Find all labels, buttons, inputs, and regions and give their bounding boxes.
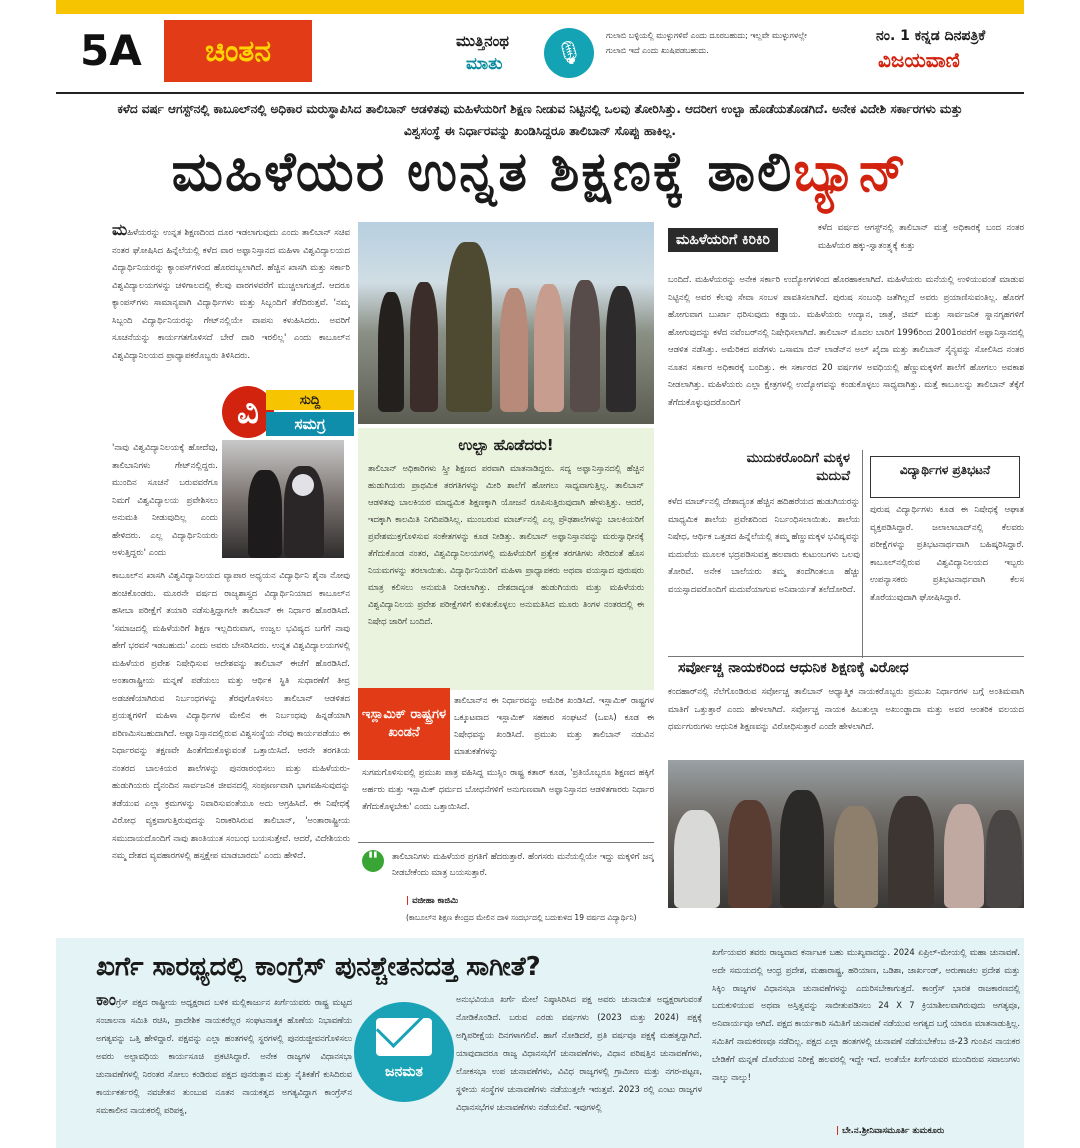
article-deck: ಕಳೆದ ವರ್ಷ ಆಗಸ್ಟ್‌ನಲ್ಲಿ ಕಾಬೂಲ್‌ನಲ್ಲಿ ಅಧಿಕಾರ ಮರುಸ್ಥಾಪಿಸಿದ ತಾಲಿಬಾನ್ ಆಡಳಿತವು ಮಹಿಳೆಯರಿಗೆ ಶಿಕ್ಷಣ ನೀಡುವ ನಿಟ್ಟಿನಲ್ಲಿ ಒಲವು ತೋರಿಸಿತ್ತು. ಆದರೀಗ ಉಲ್ಟಾ ಹೊಡೆಯತೊಡಗಿದೆ. ಅನೇಕ ವಿದೇಶಿ ಸರ್ಕಾರಗಳು ಮತ್ತು ವಿಶ್ವಸಂಸ್ಥೆ ಈ ನಿರ್ಧಾರವನ್ನು ಖಂಡಿಸಿದ್ದರೂ ತಾಲಿಬಾನ್ ಸೊಪ್ಪು ಹಾಕಿಲ್ಲ.: [117, 102, 963, 138]
quote-mark-icon: ": [362, 850, 384, 872]
signature-name: ಬೇ.ನ.ಶ್ರೀನಿವಾಸಮೂರ್ತಿ: [842, 1126, 910, 1136]
opinion-signature: | ಬೇ.ನ.ಶ್ರೀನಿವಾಸಮೂರ್ತಿ ತುಮಕೂರು: [836, 1126, 945, 1136]
child-marriage-text: ಕಳೆದ ಮಾರ್ಚ್‌ನಲ್ಲಿ ದೇಶಾದ್ಯಂತ ಹೆಚ್ಚಿನ ಹದಿಹರೆಯದ ಹುಡುಗಿಯರನ್ನು ಮಾಧ್ಯಮಿಕ ಶಾಲೆಯ ಪ್ರವೇಶದಿಂದ ನಿರ್ಬಂಧಿಸಲಾಯಿತು. ಶಾಲೆಯ ನಿಷೇಧ, ಆರ್ಥಿಕ ಒತ್ತಡದ ಹಿನ್ನೆಲೆಯಲ್ಲಿ ತಮ್ಮ ಹೆಣ್ಣುಮಕ್ಕಳ ಭವಿಷ್ಯವನ್ನು ಮದುವೆಯ ಮೂಲಕ ಭದ್ರಪಡಿಸುವತ್ತ ಹಲವಾರು ಕುಟುಂಬಗಳು ಒಲವು ತೋರಿವೆ. ಅನೇಕ ಬಾಲೆಯರು ತಮ್ಮ ತಂದೆಗಿಂತಲೂ ಹೆಚ್ಚು ವಯಸ್ಸಾದವರೊಂದಿಗೆ ಮದುವೆಯಾಗುವ ಅನಿವಾರ್ಯತೆ ತಲೆದೋರಿದೆ.: [668, 497, 860, 595]
box-title: ಉಲ್ಟಾ ಹೊಡೆದರು!: [458, 436, 554, 454]
supreme-leader-title: ಸರ್ವೋಚ್ಚ ನಾಯಕರಿಂದ ಆಧುನಿಕ ಶಿಕ್ಷಣಕ್ಕೆ ವಿರೋಧ: [678, 660, 909, 676]
info-box-reversal: [358, 428, 654, 690]
masthead-tagline: ನಂ. 1 ಕನ್ನಡ ದಿನಪತ್ರಿಕೆ: [876, 28, 986, 44]
student-protest-text: ಪುರುಷ ವಿದ್ಯಾರ್ಥಿಗಳು ಕೂಡ ಈ ನಿಷೇಧಕ್ಕೆ ಆಘಾತ ವ್ಯಕ್ತಪಡಿಸಿದ್ದಾರೆ. ಜಲಾಲಾಬಾದ್‌ನಲ್ಲಿ ಕೆಲವರು ಪರೀಕ್ಷೆಗಳನ್ನು ಪ್ರತಿಭಟನಾರ್ಥವಾಗಿ ಬಹಿಷ್ಕರಿಸಿದ್ದಾರೆ. ಕಾಬೂಲ್‌ನಲ್ಲಿರುವ ವಿಶ್ವವಿದ್ಯಾನಿಲಯದ ಇಬ್ಬರು ಉಪನ್ಯಾಸಕರು ಪ್ರತಿಭಟನಾರ್ಥವಾಗಿ ಕೆಲಸ ತೊರೆಯುವುದಾಗಿ ಘೋಷಿಸಿದ್ದಾರೆ.: [870, 505, 1024, 603]
vi-logo-bottom: ಸಮಗ್ರ: [266, 412, 354, 436]
page-header: [56, 14, 1024, 92]
microphone-icon: 🎙: [544, 28, 594, 78]
quote-column-title: ಮುತ್ತಿನಂಥ: [456, 32, 509, 50]
opinion-column-3: ಖರ್ಗೆಯವರ ತವರು ರಾಜ್ಯವಾದ ಕರ್ನಾಟಕ ಬಹು ಮುಖ್ಯವಾದದ್ದು. 2024 ಏಪ್ರಿಲ್-ಮೇಯಲ್ಲಿ ಮಹಾ ಚುನಾವಣೆ. ಅದೇ ಸಮಯದಲ್ಲಿ ಆಂಧ್ರ ಪ್ರದೇಶ, ಮಹಾರಾಷ್ಟ್ರ, ಹರಿಯಾಣ, ಒಡಿಶಾ, ಜಾರ್ಖಂಡ್, ಅರುಣಾಚಲ ಪ್ರದೇಶ ಮತ್ತು ಸಿಕ್ಕಿಂ ರಾಜ್ಯಗಳ ವಿಧಾನಸಭಾ ಚುನಾವಣೆಗಳನ್ನು ಎದುರಿಸಬೇಕಾಗುತ್ತದೆ. ಕಾಂಗ್ರೆಸ್ ಭಾರತ ರಾಜಕಾರಣದಲ್ಲಿ ಬದುಕುಳಿಯುವ ಅಥವಾ ಅಸ್ತಿತ್ವವನ್ನು ಸಾಬೀತುಪಡಿಸಲು 24 X 7 ಕ್ರಿಯಾಶೀಲವಾಗಿರುವುದು ಅಗತ್ಯವೂ, ಅನಿವಾರ್ಯವೂ ಆಗಿದೆ. ಪಕ್ಷದ ಕಾರ್ಯಕಾರಿ ಸಮಿತಿಗೆ ಚುನಾವಣೆ ನಡೆಯುವ ಅಗತ್ಯದ ಬಗ್ಗೆ ಯಾರೂ ಮಾತನಾಡುತ್ತಿಲ್ಲ. ಸಮಿತಿಗೆ ನಾಮಕರಣವೂ ನಡೆದಿಲ್ಲ. ಪಕ್ಷದ ಎಲ್ಲಾ ಹಂತಗಳಲ್ಲಿ ಚುನಾವಣೆ ನಡೆಯಬೇಕೆಂಬ ಜಿ-23 ಗುಂಪಿನ ನಾಯಕರ ಬೇಡಿಕೆಗೆ ಮನ್ನಣೆ ದೊರೆಯುವ ನಿರೀಕ್ಷೆ ಹಲವರಲ್ಲಿ ಇದ್ದೇ ಇದೆ. ಅಂತೆಯೇ ಖರ್ಗೆಯವರ ಮುಂದಿರುವ ಸವಾಲುಗಳು ನಾಲ್ಕು ನಾಲ್ಕು!: [712, 947, 1020, 1082]
quote-author-name: ವಜೀಹಾ ಕಾಜಿಮಿ: [412, 896, 459, 906]
women-harassment-tag: ಮಹಿಳೆಯರಿಗೆ ಕಿರಿಕಿರಿ: [668, 228, 778, 252]
header-divider: [56, 92, 1024, 94]
opinion-dropcap: ಕಾಂ: [96, 990, 116, 1009]
opinion-headline: ಖರ್ಗೆ ಸಾರಥ್ಯದಲ್ಲಿ ಕಾಂಗ್ರೆಸ್ ಪುನಶ್ಚೇತನದತ್ತ ಸಾಗೀತೆ?: [96, 952, 541, 982]
pull-quote: [358, 848, 658, 930]
section-tag: ಚಿಂತನ: [164, 20, 312, 82]
vi-news-logo: [222, 386, 356, 438]
protest-photo: [358, 222, 654, 424]
headline-part-1: ಮಹಿಳೆಯರ ಉನ್ನತ ಶಿಕ್ಷಣಕ್ಕೆ ತಾಲಿ: [171, 140, 794, 203]
quote-column-subtitle: ಮಾತು: [466, 54, 503, 74]
page-number: 5A: [80, 26, 142, 75]
supreme-leader-text: ಕಂದಹಾರ್‌ನಲ್ಲಿ ನೆಲೆಗೊಂಡಿರುವ ಸರ್ವೋಚ್ಚ ತಾಲಿಬಾನ್ ಆಧ್ಯಾತ್ಮಿಕ ನಾಯಕರೊಬ್ಬರು ಪ್ರಮುಖ ನಿರ್ಧಾರಗಳ ಬಗ್ಗೆ ಅಂತಿಮವಾಗಿ ಮಾತಿಗೆ ಒತ್ತುತ್ತಾರೆ ಎಂದು ಹೇಳಲಾಗಿದೆ. ಸರ್ವೋಚ್ಚ ನಾಯಕ ಹಿಬತುಲ್ಲಾ ಅಖುಂಡ್ಜಾದಾ ಮತ್ತು ಅವರ ಆಂತರಿಕ ವಲಯದ ಧರ್ಮಗುರುಗಳು ಆಧುನಿಕ ಶಿಕ್ಷಣವನ್ನು ವಿರೋಧಿಸುತ್ತಾರೆ ಎಂದೇ ಹೇಳಲಾಗಿದೆ.: [668, 687, 1024, 732]
article-column-1-text: ಹಿಳೆಯರನ್ನು ಉನ್ನತ ಶಿಕ್ಷಣದಿಂದ ದೂರ ಇಡಲಾಗುವುದು ಎಂದು ತಾಲಿಬಾನ್ ಸಚಿವ ನಂತರ ಘೋಷಿಸಿದ ಹಿನ್ನೆಲೆಯಲ್ಲಿ ಕಳೆದ ವಾರ ಅಫ್ಘಾನಿಸ್ತಾನದ ಮಹಿಳಾ ವಿಶ್ವವಿದ್ಯಾಲಯದ ವಿದ್ಯಾರ್ಥಿನಿಯರನ್ನು ಕ್ಯಾಂಪಸ್‌ಗಳಿಂದ ಹೊರದಬ್ಬಲಾಗಿದೆ. ಹೆಚ್ಚಿನ ಖಾಸಗಿ ಮತ್ತು ಸರ್ಕಾರಿ ವಿಶ್ವವಿದ್ಯಾಲಯಗಳನ್ನು ಚಳಿಗಾಲದಲ್ಲಿ ಕೆಲವು ವಾರಗಳವರೆಗೆ ಮುಚ್ಚಲಾಗುತ್ತದೆ. ಆದರೂ ಕ್ಯಾಂಪಸ್‌ಗಳು ಸಾಮಾನ್ಯವಾಗಿ ವಿದ್ಯಾರ್ಥಿಗಳು ಮತ್ತು ಸಿಬ್ಬಂದಿಗೆ ತೆರೆದಿರುತ್ತವೆ. 'ನಮ್ಮ ಸಿಬ್ಬಂದಿ ವಿದ್ಯಾರ್ಥಿನಿಯರನ್ನು ಗೇಟ್‌ನಲ್ಲಿಯೇ ವಾಪಸು ಕಳುಹಿಸಿದರು. ಅವರಿಗೆ ಸೂಚನೆಯನ್ನು ಕಾರ್ಯಗತಗೊಳಿಸದೆ ಬೇರೆ ದಾರಿ ಇರಲಿಲ್ಲ' ಎಂದು ಕಾಬೂಲ್‌ನ ವಿಶ್ವವಿದ್ಯಾನಿಲಯದ ಪ್ರಾಧ್ಯಾಪಕರೊಬ್ಬರು ತಿಳಿಸಿದರು.: [112, 228, 350, 361]
quote-text: ತಾಲಿಬಾನಿಗಳು ಮಹಿಳೆಯರ ಪ್ರಗತಿಗೆ ಹೆದರುತ್ತಾರೆ. ಹೆಂಗಸರು ಮನೆಯಲ್ಲಿಯೇ ಇದ್ದು ಮಕ್ಕಳಿಗೆ ಜನ್ಮ ನೀಡಬೇಕೆಂದು ಮಾತ್ರ ಬಯಸುತ್ತಾರೆ.: [392, 851, 654, 877]
article-column-1: [112, 220, 350, 388]
box-text: ತಾಲಿಬಾನ್ ಅಧಿಕಾರಿಗಳು ಸ್ತ್ರೀ ಶಿಕ್ಷಣದ ಪರವಾಗಿ ಮಾತನಾಡಿದ್ದರು. ಸದ್ಯ ಅಫ್ಘಾನಿಸ್ತಾನದಲ್ಲಿ ಹೆಚ್ಚಿನ ಹುಡುಗಿಯರು ಪ್ರಾಥಮಿಕ ತರಗತಿಗಳನ್ನು ಮೀರಿ ಶಾಲೆಗೆ ಹೋಗಲು ಸಾಧ್ಯವಾಗುತ್ತಿಲ್ಲ. ತಾಲಿಬಾನ್ ಆಡಳಿತವು ಬಾಲಕಿಯರ ಮಾಧ್ಯಮಿಕ ಶಿಕ್ಷಣಕ್ಕಾಗಿ ಯೋಜನೆ ರೂಪಿಸುತ್ತಿರುವುದಾಗಿ ಹೇಳುತ್ತಿತ್ತು. ಆದರೆ, ಇದಕ್ಕಾಗಿ ಕಾಲಮಿತಿ ನಿಗದಿಪಡಿಸಿಲ್ಲ. ಮುಂಬರುವ ಮಾರ್ಚ್‌ನಲ್ಲಿ ಎಲ್ಲ ಪ್ರೌಢಶಾಲೆಗಳನ್ನು ಬಾಲಕಿಯರಿಗೆ ಪ್ರವೇಶಮುಕ್ತಗೊಳಿಸುವ ಸಂಕೇತಗಳನ್ನು ಕೂಡ ನೀಡಿತ್ತು. ತಾಲಿಬಾನ್ ಅಫ್ಘಾನಿಸ್ತಾನವನ್ನು ಮರುಸ್ವಾಧೀನಕ್ಕೆ ತೆಗೆದುಕೊಂಡ ನಂತರ, ವಿಶ್ವವಿದ್ಯಾನಿಲಯಗಳಲ್ಲಿ ಮಹಿಳೆಯರಿಗೆ ಪ್ರತ್ಯೇಕ ತರಗತಿಗಳು ಸೇರಿದಂತೆ ಹೊಸ ನಿಯಮಗಳನ್ನು ತರಲಾಯಿತು. ವಿದ್ಯಾರ್ಥಿನಿಯರಿಗೆ ಮಹಿಳಾ ಪ್ರಾಧ್ಯಾಪಕರು ಅಥವಾ ವಯಸ್ಸಾದ ಪುರುಷರು ಮಾತ್ರ ಕಲಿಸಲು ಅನುಮತಿ ನೀಡಲಾಗಿತ್ತು. ದೇಶದಾದ್ಯಂತ ಹುಡುಗಿಯರು ಮತ್ತು ಮಹಿಳೆಯರು ವಿಶ್ವವಿದ್ಯಾನಿಲಯ ಪ್ರವೇಶ ಪರೀಕ್ಷೆಗಳಿಗೆ ಕುಳಿತುಕೊಳ್ಳಲು ಅನುಮತಿಸಿದ ಮೂರು ತಿಂಗಳ ನಂತರದಲ್ಲಿ ಈ ನಿಷೇಧ ಜಾರಿಗೆ ಬಂದಿದೆ.: [368, 463, 644, 626]
quote-author: | ವಜೀಹಾ ಕಾಜಿಮಿ: [406, 896, 459, 906]
child-marriage-title: ಮುದುಕರೊಂದಿಗೆ ಮಕ್ಕಳ ಮದುವೆ: [746, 451, 850, 484]
women-harassment-text: ಬಂದಿದೆ. ಮಹಿಳೆಯರನ್ನು ಅನೇಕ ಸರ್ಕಾರಿ ಉದ್ಯೋಗಗಳಿಂದ ಹೊರಹಾಕಲಾಗಿದೆ. ಮಹಿಳೆಯರು ಮನೆಯಲ್ಲಿ ಉಳಿಯುವಂತೆ ಮಾಡುವ ನಿಟ್ಟಿನಲ್ಲಿ ಅವರ ಕೆಲವು ಸೇವಾ ಸಂಬಳ ಪಾವತಿಸಲಾಗಿದೆ. ಪುರುಷ ಸಂಬಂಧಿ ಜತೆಗಿಲ್ಲದೆ ಅವರು ಪ್ರಯಾಣಿಸುವಂತಿಲ್ಲ. ಹೊರಗೆ ಹೋಗುವಾಗ ಬುರ್ಖಾ ಧರಿಸುವುದು ಕಡ್ಡಾಯ. ಮಹಿಳೆಯರು ಉದ್ಯಾನ, ಜಾತ್ರೆ, ಜಿಮ್ ಮತ್ತು ಸಾರ್ವಜನಿಕ ಸ್ನಾನಗೃಹಗಳಿಗೆ ಹೋಗುವುದನ್ನು ಕಳೆದ ನವೆಂಬರ್‌ನಲ್ಲಿ ನಿಷೇಧಿಸಲಾಗಿದೆ. ತಾಲಿಬಾನ್ ಮೊದಲ ಬಾರಿಗೆ 1996ರಿಂದ 2001ರವರೆಗೆ ಅಫ್ಘಾನಿಸ್ತಾನದಲ್ಲಿ ಆಡಳಿತ ನಡೆಸಿತ್ತು. ಅಮೆರಿಕದ ಪಡೆಗಳು ಒಸಾಮಾ ಬಿನ್ ಲಾಡೆನ್‌ನ ಅಲ್ ಖೈದಾ ಮತ್ತು ತಾಲಿಬಾನ್ ಸೈನ್ಯವನ್ನು ಸೋಲಿಸಿದ ನಂತರ ನೂತನ ಸರ್ಕಾರ ಅಧಿಕಾರಕ್ಕೆ ಬಂದಿತ್ತು. ಈ ಸರ್ಕಾರದ 20 ವರ್ಷಗಳ ಅವಧಿಯಲ್ಲಿ ಹೆಣ್ಣುಮಕ್ಕಳಿಗೆ ಶಾಲೆಗೆ ಹೋಗಲು ಅವಕಾಶ ನೀಡಲಾಗಿತ್ತು. ಮಹಿಳೆಯರು ಎಲ್ಲಾ ಕ್ಷೇತ್ರಗಳಲ್ಲಿ ಉದ್ಯೋಗವನ್ನು ಕಂಡುಕೊಳ್ಳಲು ಸಾಧ್ಯವಾಗಿತ್ತು. ಮತ್ತೆ ಕಾಬೂಲನ್ನು ತಾಲಿಬಾನ್ ತೆಕ್ಕೆಗೆ ತೆಗೆದುಕೊಳ್ಳುವುದರೊಂದಿಗೆ: [668, 275, 1024, 408]
signature-place: ತುಮಕೂರು: [912, 1126, 945, 1136]
headline-part-2: ಬ್ಯಾನ್: [793, 140, 909, 203]
opinion-column-1-text: ಗ್ರೆಸ್ ಪಕ್ಷದ ರಾಷ್ಟ್ರೀಯ ಅಧ್ಯಕ್ಷರಾದ ಬಳಿಕ ಮಲ್ಲಿಕಾರ್ಜುನ ಖರ್ಗೆಯವರು ರಾಷ್ಟ್ರ ಮಟ್ಟದ ಸಂಚಾಲನಾ ಸಮಿತಿ ರಚಿಸಿ, ಪ್ರಾದೇಶಿಕ ನಾಯಕರೆಲ್ಲರ ಸಂಘಟನಾತ್ಮಕ ಹೊಣೆಯ ನಿಭಾವಣೆಯ ಅಗತ್ಯವನ್ನು ಒತ್ತಿ ಹೇಳಿದ್ದಾರೆ. ಪಕ್ಷವನ್ನು ಎಲ್ಲಾ ಹಂತಗಳಲ್ಲಿ ಸ್ಥರಗಳಲ್ಲಿ ಪುನರುಜ್ಜೀವನಗೊಳಿಸಲು ಅವರು ಅಲ್ಪಾವಧಿಯ ಕಾರ್ಯಸೂಚಿ ಪ್ರಕಟಿಸಿದ್ದಾರೆ. ಅನೇಕ ರಾಜ್ಯಗಳ ವಿಧಾನಸಭಾ ಚುನಾವಣೆಗಳಲ್ಲಿ ನಿರಂತರ ಸೋಲು ಕಂಡಿರುವ ಪಕ್ಷದ ಪುನರುತ್ಥಾನ ಮತ್ತು ನೈತಿಕತೆಗೆ ಕುಸಿದಿರುವ ಕಾರ್ಯಕರ್ತರಲ್ಲಿ ನವಚೇತನ ತುಂಬುವ ನೂತನ ನಾಯಕತ್ವದ ಅಗತ್ಯವಿದ್ದಾಗ ಕಾಂಗ್ರೆಸ್‌ನ ಸಮಕಾಲೀನ ನಾಯಕರಲ್ಲಿ ಪರಿಪಕ್ವ,: [96, 997, 352, 1115]
main-headline: [60, 140, 1020, 204]
taliban-crowd-photo: [668, 760, 1024, 908]
dropcap: ಮ: [112, 220, 128, 239]
top-color-bar: [56, 0, 1024, 14]
vi-logo-top: ಸುದ್ದಿ: [266, 390, 354, 410]
women-harassment-intro: ಕಳೆದ ವರ್ಷದ ಆಗಸ್ಟ್‌ನಲ್ಲಿ ತಾಲಿಬಾನ್ ಮತ್ತೆ ಅಧಿಕಾರಕ್ಕೆ ಬಂದ ನಂತರ ಮಹಿಳೆಯರ ಹಕ್ಕು-ಸ್ವಾತಂತ್ರ್ಯಕ್ಕೆ ಕುತ್ತು: [818, 223, 1024, 251]
islamic-nations-text: ತಾಲಿಬಾನ್‌ನ ಈ ನಿರ್ಧಾರವನ್ನು ಅಮೆರಿಕ ಖಂಡಿಸಿದೆ. ಇಸ್ಲಾಮಿಕ್ ರಾಷ್ಟ್ರಗಳ ಒಕ್ಕೂಟವಾದ ಇಸ್ಲಾಮಿಕ್ ಸಹಕಾರ ಸಂಘಟನೆ (ಒಐಸಿ) ಕೂಡ ಈ ನಿಷೇಧವನ್ನು ಖಂಡಿಸಿದೆ. ಪ್ರಮುಖ ಮತ್ತು ತಾಲಿಬಾನ್ ನಡುವಿನ ಮಾತುಕತೆಗಳನ್ನು: [454, 695, 654, 756]
divider: [862, 450, 863, 658]
opinion-column-1: [96, 990, 352, 1134]
janamata-badge: [354, 1002, 454, 1102]
article-column-1-narrow: 'ನಾವು ವಿಶ್ವವಿದ್ಯಾನಿಲಯಕ್ಕೆ ಹೋದೆವು, ತಾಲಿಬಾನಿಗಳು ಗೇಟ್‌ನಲ್ಲಿದ್ದರು. ಮುಂದಿನ ಸೂಚನೆ ಬರುವವರೆಗೂ ನಿಮಗೆ ವಿಶ್ವವಿದ್ಯಾಲಯ ಪ್ರವೇಶಿಸಲು ಅನುಮತಿ ನೀಡುವುದಿಲ್ಲ ಎಂದು ಹೇಳಿದರು. ಎಲ್ಲ ವಿದ್ಯಾರ್ಥಿನಿಯರು ಅಳುತ್ತಿದ್ದರು' ಎಂದು: [112, 443, 218, 558]
article-column-1-continued: ಕಾಬೂಲ್‌ನ ಖಾಸಗಿ ವಿಶ್ವವಿದ್ಯಾನಿಲಯದ ವ್ಯಾಪಾರ ಅಧ್ಯಯನ ವಿದ್ಯಾರ್ಥಿನಿ ಶೈನಾ ನೋವು ಹಂಚಿಕೊಂಡರು. ಮೂರನೇ ವರ್ಷದ ರಾಜ್ಯಶಾಸ್ತ್ರದ ವಿದ್ಯಾರ್ಥಿನಿಯಾದ ಕಾಬೂಲ್‌ನ ಹಸೀಬಾ ಪರೀಕ್ಷೆಗೆ ತಯಾರಿ ನಡೆಸುತ್ತಿದ್ದಾಗಲೇ ತಾಲಿಬಾನ್ ಈ ನಿರ್ಧಾರ ಹೊರಡಿಸಿದೆ. 'ಸಮಾಜದಲ್ಲಿ ಮಹಿಳೆಯರಿಗೆ ಶಿಕ್ಷಣ ಇಲ್ಲದಿರುವಾಗ, ಉಜ್ವಲ ಭವಿಷ್ಯದ ಬಗೆಗೆ ನಾವು ಹೇಗೆ ಭರವಸೆ ಇಡಬಹುದು' ಎಂದು ಅವರು ಬೇಸರಿಸಿದರು. ಉನ್ನತ ವಿಶ್ವವಿದ್ಯಾಲಯಗಳಲ್ಲಿ ಮಹಿಳೆಯರ ಪ್ರವೇಶ ನಿಷೇಧಿಸುವ ಆದೇಶವನ್ನು ತಾಲಿಬಾನ್ ಈಚೆಗೆ ಹೊರಡಿಸಿದೆ. ಅಂತಾರಾಷ್ಟ್ರೀಯ ಮನ್ನಣೆ ಪಡೆಯಲು ಮತ್ತು ಆರ್ಥಿಕ ಸ್ಥಿತಿ ಸುಧಾರಣೆಗೆ ತೀವ್ರ ಅಡಚಣೆಯಾಗಿರುವ ನಿರ್ಬಂಧಗಳನ್ನು ತೆರವುಗೊಳಿಸಲು ತಾಲಿಬಾನ್ ಆಡಳಿತದ ಪ್ರಯತ್ನಗಳಿಗೆ ಮಹಿಳಾ ವಿದ್ಯಾರ್ಥಿಗಳ ಮೇಲಿನ ಈ ನಿರ್ಬಂಧವು ಹಿನ್ನಡೆಯಾಗಿ ಪರಿಣಮಿಸಬಹುದಾಗಿದೆ. ಅಫ್ಘಾನಿಸ್ತಾನದಲ್ಲಿರುವ ವಿಶ್ವಸಂಸ್ಥೆಯ ನೆರವು ಕಾರ್ಯಪಡೆಯು ಈ ನಿರ್ಧಾರವನ್ನು ತಕ್ಷಣವೇ ಹಿಂತೆಗೆದುಕೊಳ್ಳುವಂತೆ ಒತ್ತಾಯಿಸಿದೆ. ಆರನೇ ತರಗತಿಯ ನಂತರದ ಬಾಲಕಿಯರ ಶಾಲೆಗಳನ್ನು ಪುನರಾರಂಭಿಸಲು ಮತ್ತು ಮಹಿಳೆಯರು- ಹುಡುಗಿಯರು ದೈನಂದಿನ ಸಾರ್ವಜನಿಕ ಜೀವನದಲ್ಲಿ ಸಂಪೂರ್ಣವಾಗಿ ಭಾಗವಹಿಸುವುದನ್ನು ತಡೆಯುವ ಎಲ್ಲಾ ಕ್ರಮಗಳನ್ನು ನಿವಾರಿಸುವಂತೆಯೂ ಅದು ಆಗ್ರಹಿಸಿದೆ. ಈ ನಿಷೇಧಕ್ಕೆ ವಿರೋಧ ವ್ಯಕ್ತವಾಗುತ್ತಿರುವುದನ್ನು ನಿರಾಕರಿಸಿರುವ ತಾಲಿಬಾನ್, 'ಅಂತಾರಾಷ್ಟ್ರೀಯ ಸಮುದಾಯದೊಂದಿಗೆ ನಾವು ಶಾಂತಿಯುತ ಸಂಬಂಧ ಬಯಸುತ್ತೇವೆ. ಆದರೆ, ವಿದೇಶಿಯರು ನಮ್ಮ ದೇಶದ ವ್ಯವಹಾರಗಳಲ್ಲಿ ಹಸ್ತಕ್ಷೇಪ ಮಾಡಬಾರದು' ಎಂದು ಹೇಳಿದೆ.: [112, 571, 350, 861]
students-photo: [222, 440, 344, 558]
masthead-logo: ವಿಜಯವಾಣಿ: [878, 48, 960, 72]
janamata-label: ಜನಮತ: [385, 1064, 423, 1080]
vi-logo-letter: ವಿ: [222, 386, 274, 438]
islamic-nations-text-full: ಸುಗಮಗೊಳಿಸುವಲ್ಲಿ ಪ್ರಮುಖ ಪಾತ್ರ ವಹಿಸಿದ್ದ ಮುಸ್ಲಿಂ ರಾಷ್ಟ್ರ ಕತಾರ್ ಕೂಡ, 'ಪ್ರತಿಯೊಬ್ಬರೂ ಶಿಕ್ಷಣದ ಹಕ್ಕಿಗೆ ಅರ್ಹರು ಮತ್ತು ಇಸ್ಲಾಮಿಕ್ ಧರ್ಮದ ಬೋಧನೆಗಳಿಗೆ ಅನುಗುಣವಾಗಿ ಅಫ್ಘಾನಿಸ್ತಾನದ ಆಡಳಿತಗಾರರು ನಿರ್ಧಾರ ತೆಗೆದುಕೊಳ್ಳಬೇಕು' ಎಂದು ಒತ್ತಾಯಿಸಿದೆ.: [362, 767, 654, 811]
quote-author-note: (ಕಾಬೂಲ್‌ನ ಶಿಕ್ಷಣ ಕೇಂದ್ರದ ಮೇಲಿನ ದಾಳಿ ಸಂದರ್ಭದಲ್ಲಿ ಬದುಕುಳಿದ 19 ವರ್ಷದ ವಿದ್ಯಾರ್ಥಿನಿ): [406, 913, 637, 922]
islamic-nations-tag: ಇಸ್ಲಾಮಿಕ್ ರಾಷ್ಟ್ರಗಳ ಖಂಡನೆ: [358, 688, 450, 760]
opinion-column-2: ಅನುಭವಿಯೂ ಖರ್ಗೆ ಮೇಲೆ ನಿಷ್ಠಾಸಿರಿಸಿದ ಪಕ್ಷ ಅವರು ಚುನಾಯಿತ ಅಧ್ಯಕ್ಷರಾಗುವಂತೆ ನೋಡಿಕೊಂಡಿದೆ. ಬರುವ ಎರಡು ವರ್ಷಗಳು (2023 ಮತ್ತು 2024) ಪಕ್ಷಕ್ಕೆ ಅಗ್ನಿಪರೀಕ್ಷೆಯ ದಿನಗಳಾಗಲಿವೆ. ಹಾಗೆ ನೋಡಿದರೆ, ಪ್ರತಿ ವರ್ಷವೂ ಪಕ್ಷಕ್ಕೆ ಮಹತ್ವದ್ದಾಗಿದೆ. ಯಾವುದಾದರೂ ರಾಜ್ಯ ವಿಧಾನಸಭೆಗೆ ಚುನಾವಣೆಗಳು, ವಿಧಾನ ಪರಿಷತ್ತಿನ ಚುನಾವಣೆಗಳು, ಲೋಕಸಭಾ ಉಪ ಚುನಾವಣೆಗಳು, ವಿವಿಧ ರಾಜ್ಯಗಳಲ್ಲಿ ಗ್ರಾಮೀಣ ಮತ್ತು ನಗರ-ಪಟ್ಟಣ, ಸ್ಥಳೀಯ ಸಂಸ್ಥೆಗಳ ಚುನಾವಣೆಗಳು ನಡೆಯುತ್ತಲೇ ಇರುತ್ತವೆ. 2023 ರಲ್ಲಿ ಎಂಟು ರಾಜ್ಯಗಳ ವಿಧಾನಸಭೆಗಳ ಚುನಾವಣೆಗಳು ನಡೆಯಲಿವೆ. ಇವುಗಳಲ್ಲಿ: [456, 994, 702, 1112]
envelope-icon: [376, 1018, 432, 1056]
divider: [668, 656, 1024, 657]
quote-of-day: ಗುಲಾಬಿ ಬಳ್ಳಿಯಲ್ಲಿ ಮುಳ್ಳುಗಳಿವೆ ಎಂದು ದೂರಬಹುದು; ಇಲ್ಲವೇ ಮುಳ್ಳುಗಳಲ್ಲೇ ಗುಲಾಬಿ ಇದೆ ಎಂದು ಖುಷಿಪಡಬಹುದು.: [606, 31, 807, 55]
student-protest-title: ವಿದ್ಯಾರ್ಥಿಗಳ ಪ್ರತಿಭಟನೆ: [870, 456, 1020, 498]
divider: [358, 842, 654, 843]
